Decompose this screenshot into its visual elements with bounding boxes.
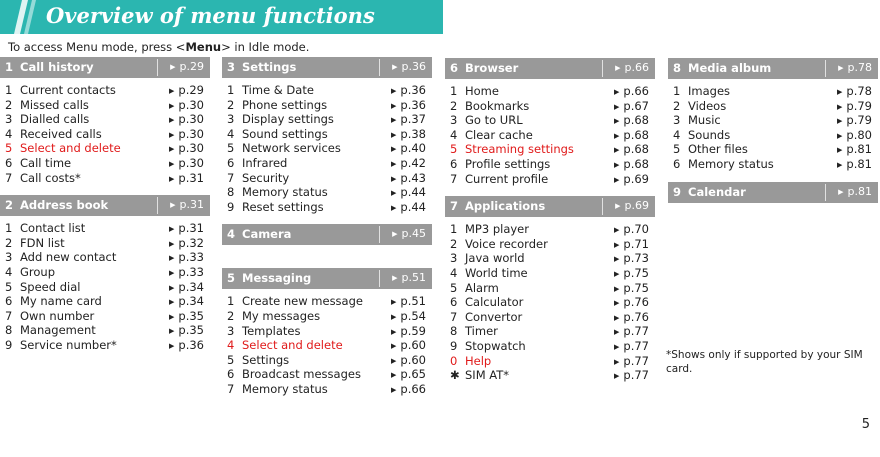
item-number: 9 [450,338,458,353]
item-number: 3 [673,113,681,128]
menu-item [0,98,210,113]
item-label: Other files [688,142,748,157]
section-name: Applications [465,199,546,214]
item-page-ref: ▶ p.35 [169,323,204,340]
menu-item [0,112,210,127]
item-label: Home [465,84,499,98]
item-number: 2 [5,97,13,112]
item-page-ref: ▶ p.31 [169,171,204,188]
item-page-ref: ▶ p.33 [169,265,204,282]
item-number: 3 [5,250,13,265]
divider [379,59,380,76]
item-label: Management [20,323,96,338]
item-number: 3 [5,112,13,127]
item-page-ref: ▶ p.79 [837,99,872,116]
menu-item [668,99,878,114]
item-number: 1 [673,84,681,98]
menu-item-list [0,221,210,352]
item-number: 8 [450,324,458,339]
item-number: 2 [450,236,458,251]
item-page-ref: ▶ p.30 [169,112,204,129]
item-number: 6 [450,156,458,171]
item-page-ref: ▶ p.29 [169,83,204,100]
menu-item [445,251,655,266]
item-label: Call costs* [20,170,81,185]
section-name: Media album [688,61,772,75]
item-number: 7 [227,381,235,396]
item-number: 6 [5,294,13,309]
menu-item-list [668,84,878,172]
section-page-ref: ▶ p.66 [615,61,649,74]
menu-item [0,236,210,251]
menu-item [445,281,655,296]
section-header [0,195,210,216]
menu-item [0,141,210,156]
section-number: 6 [450,61,459,75]
item-label: Security [242,170,290,185]
section-number: 2 [5,198,14,213]
item-label: Infrared [242,155,288,170]
item-page-ref: ▶ p.30 [169,98,204,115]
item-number: 2 [227,308,235,323]
section-header [445,58,655,79]
item-number: 5 [227,352,235,367]
item-label: MP3 player [465,222,529,237]
item-page-ref: ▶ p.59 [391,324,426,341]
item-number: 1 [227,83,235,97]
item-label: My messages [242,308,321,323]
menu-item [0,127,210,142]
item-page-ref: ▶ p.30 [169,156,204,173]
item-label: Videos [688,98,727,113]
item-number: 2 [673,98,681,113]
menu-item [222,156,432,171]
section-name: Address book [20,198,109,213]
item-number: 9 [227,199,235,214]
item-page-ref: ▶ p.70 [614,222,649,239]
item-label: World time [465,265,528,280]
item-page-ref: ▶ p.66 [614,84,649,101]
item-page-ref: ▶ p.81 [837,142,872,159]
menu-item [0,309,210,324]
item-page-ref: ▶ p.79 [837,113,872,130]
menu-item-list [222,83,432,214]
item-number: 6 [227,367,235,382]
menu-item [222,127,432,142]
item-number: 8 [5,323,13,338]
section-number: 5 [227,271,236,286]
menu-item [0,323,210,338]
item-page-ref: ▶ p.68 [614,142,649,159]
item-page-ref: ▶ p.77 [614,354,649,371]
divider [379,226,380,243]
item-label: Display settings [242,112,334,127]
item-label: Memory status [242,381,328,396]
item-page-ref: ▶ p.36 [391,98,426,115]
item-number: 8 [227,185,235,200]
menu-item [222,382,432,397]
item-label: Stopwatch [465,338,526,353]
menu-item [445,237,655,252]
item-label: Network services [242,141,341,156]
section-name: Browser [465,61,519,75]
menu-item [445,324,655,339]
item-number: 7 [5,308,13,323]
item-page-ref: ▶ p.76 [614,295,649,312]
item-number: 1 [227,294,235,309]
item-number: 4 [5,264,13,279]
item-page-ref: ▶ p.71 [614,237,649,254]
menu-item [0,280,210,295]
menu-item [222,294,432,309]
item-label: Contact list [20,221,86,236]
item-page-ref: ▶ p.37 [391,112,426,129]
menu-item [222,141,432,156]
item-number: 0 [450,353,458,368]
menu-item-list [222,294,432,396]
section-header [668,182,878,203]
menu-item [222,367,432,382]
menu-item [0,171,210,186]
menu-item [445,222,655,237]
menu-item [668,84,878,99]
section-header [445,196,655,217]
item-page-ref: ▶ p.66 [391,382,426,399]
item-page-ref: ▶ p.77 [614,339,649,356]
item-label: Group [20,264,56,279]
item-page-ref: ▶ p.34 [169,280,204,297]
item-label: Bookmarks [465,98,530,113]
item-label: Reset settings [242,199,324,214]
section-name: Calendar [688,184,746,199]
menu-item [445,84,655,99]
item-page-ref: ▶ p.54 [391,309,426,326]
item-page-ref: ▶ p.60 [391,338,426,355]
item-label: Help [465,353,492,368]
column-1 [0,57,210,363]
menu-item [222,200,432,215]
menu-item [0,250,210,265]
page-title: Overview of menu functions [46,3,375,28]
menu-item [222,185,432,200]
item-number: 7 [450,309,458,324]
banner-stripes-icon [14,0,40,34]
item-page-ref: ▶ p.78 [837,84,872,101]
menu-item [445,368,655,383]
menu-item [222,83,432,98]
item-label: Memory status [242,185,328,200]
item-label: Sounds [688,127,731,142]
item-label: Dialled calls [20,112,90,127]
item-number: 7 [5,170,13,185]
item-label: Alarm [465,280,499,295]
section-number: 4 [227,227,236,242]
item-page-ref: ▶ p.34 [169,294,204,311]
menu-item [445,295,655,310]
divider [379,270,380,287]
item-page-ref: ▶ p.35 [169,309,204,326]
section-header [668,58,878,79]
divider [825,184,826,201]
item-label: Select and delete [242,338,343,353]
item-label: Current contacts [20,83,116,97]
menu-item [668,128,878,143]
item-label: Templates [242,323,301,338]
section-page-ref: ▶ p.29 [170,60,204,73]
item-page-ref: ▶ p.68 [614,113,649,130]
section-header [222,224,432,245]
item-number: 6 [673,156,681,171]
item-label: Phone settings [242,97,328,112]
item-number: 4 [5,126,13,141]
menu-item [0,156,210,171]
section-name: Camera [242,227,292,242]
item-label: Convertor [465,309,523,324]
item-number: 9 [5,337,13,352]
menu-item-list [445,84,655,186]
item-page-ref: ▶ p.44 [391,185,426,202]
menu-item [668,113,878,128]
item-label: Call time [20,155,72,170]
menu-item [668,142,878,157]
item-page-ref: ▶ p.69 [614,172,649,189]
section-header [0,57,210,78]
item-label: Images [688,84,731,98]
menu-item [445,142,655,157]
menu-item [222,324,432,339]
column-3 [445,58,655,393]
item-page-ref: ▶ p.51 [391,294,426,311]
item-label: Service number* [20,337,117,352]
menu-item [668,157,878,172]
item-number: 1 [5,83,13,97]
item-number: 2 [450,98,458,113]
item-number: 4 [227,338,235,353]
divider [157,59,158,76]
intro-text: To access Menu mode, press <Menu> in Idle mode. [8,40,310,54]
menu-item [445,113,655,128]
item-number: 2 [5,235,13,250]
item-label: Received calls [20,126,102,141]
section-number: 1 [5,60,14,74]
divider [602,60,603,77]
item-number: 5 [450,142,458,157]
section-header [222,57,432,78]
item-label: Own number [20,308,95,323]
item-number: 4 [227,126,235,141]
section-page-ref: ▶ p.45 [392,227,426,240]
item-page-ref: ▶ p.73 [614,251,649,268]
item-page-ref: ▶ p.32 [169,236,204,253]
menu-item [445,128,655,143]
item-page-ref: ▶ p.30 [169,141,204,158]
item-label: Java world [465,251,525,266]
menu-item [445,99,655,114]
section-page-ref: ▶ p.69 [615,199,649,212]
item-page-ref: ▶ p.67 [614,99,649,116]
column-4 [668,58,878,218]
section-page-ref: ▶ p.36 [392,60,426,73]
item-label: Broadcast messages [242,367,361,382]
page-number: 5 [861,417,870,432]
menu-item [445,354,655,369]
item-label: Go to URL [465,113,523,128]
item-page-ref: ▶ p.77 [614,324,649,341]
menu-item-list [445,222,655,383]
section-number: 7 [450,199,459,214]
menu-item [0,338,210,353]
section-header [222,268,432,289]
menu-item [445,266,655,281]
menu-item [222,171,432,186]
menu-item [222,112,432,127]
section-number: 9 [673,184,682,199]
item-number: 4 [450,127,458,142]
item-number: 3 [227,112,235,127]
divider [157,197,158,214]
item-page-ref: ▶ p.30 [169,127,204,144]
item-number: 7 [227,170,235,185]
footnote: *Shows only if supported by your SIM card. [666,349,863,375]
section-page-ref: ▶ p.31 [170,198,204,211]
menu-key: Menu [185,40,222,54]
item-number: 3 [450,113,458,128]
menu-item-list [0,83,210,185]
menu-item [222,353,432,368]
item-label: Time & Date [242,83,314,97]
menu-item [0,265,210,280]
item-page-ref: ▶ p.77 [614,368,649,385]
item-label: Current profile [465,171,549,186]
item-number: 6 [227,155,235,170]
item-page-ref: ▶ p.60 [391,353,426,370]
item-page-ref: ▶ p.80 [837,128,872,145]
menu-item [445,157,655,172]
item-label: Voice recorder [465,236,548,251]
item-label: Calculator [465,295,524,310]
item-label: FDN list [20,235,65,250]
item-page-ref: ▶ p.42 [391,156,426,173]
item-label: Timer [465,324,498,339]
title-banner [0,0,443,34]
divider [825,60,826,77]
item-page-ref: ▶ p.75 [614,266,649,283]
item-label: Sound settings [242,126,328,141]
item-number: 4 [673,127,681,142]
item-page-ref: ▶ p.43 [391,171,426,188]
item-number: 4 [450,265,458,280]
item-label: Missed calls [20,97,89,112]
divider [602,198,603,215]
item-number: 5 [5,279,13,294]
item-number: 5 [5,141,13,156]
section-page-ref: ▶ p.78 [838,61,872,74]
menu-item [0,83,210,98]
item-number: ✱ [450,368,460,383]
section-spacer [668,208,878,218]
item-number: 1 [450,84,458,98]
item-page-ref: ▶ p.36 [391,83,426,100]
item-label: SIM AT* [465,368,510,383]
item-number: 1 [450,222,458,237]
item-page-ref: ▶ p.40 [391,141,426,158]
menu-item [0,294,210,309]
menu-item [445,172,655,187]
item-page-ref: ▶ p.76 [614,310,649,327]
item-label: Clear cache [465,127,533,142]
item-label: My name card [20,294,102,309]
item-page-ref: ▶ p.36 [169,338,204,355]
item-page-ref: ▶ p.31 [169,221,204,238]
item-number: 1 [5,221,13,236]
item-page-ref: ▶ p.65 [391,367,426,384]
section-number: 8 [673,61,682,75]
item-number: 5 [450,280,458,295]
item-number: 5 [673,142,681,157]
item-page-ref: ▶ p.81 [837,157,872,174]
section-name: Messaging [242,271,312,286]
menu-item [445,339,655,354]
item-page-ref: ▶ p.68 [614,157,649,174]
item-number: 5 [227,141,235,156]
section-number: 3 [227,60,236,74]
item-number: 6 [5,155,13,170]
section-name: Settings [242,60,297,74]
item-label: Create new message [242,294,363,309]
section-spacer [222,250,432,268]
item-number: 7 [450,171,458,186]
menu-item [222,338,432,353]
item-page-ref: ▶ p.75 [614,281,649,298]
item-label: Select and delete [20,141,121,156]
item-page-ref: ▶ p.44 [391,200,426,217]
item-page-ref: ▶ p.33 [169,250,204,267]
menu-item [445,310,655,325]
section-name: Call history [20,60,94,74]
menu-item [222,98,432,113]
item-number: 6 [450,295,458,310]
item-label: Add new contact [20,250,117,265]
column-2 [222,57,432,407]
item-number: 2 [227,97,235,112]
menu-item [222,309,432,324]
item-page-ref: ▶ p.38 [391,127,426,144]
item-label: Profile settings [465,156,551,171]
item-label: Memory status [688,156,774,171]
item-label: Streaming settings [465,142,574,157]
item-number: 3 [227,323,235,338]
menu-item [0,221,210,236]
item-label: Music [688,113,721,128]
section-page-ref: ▶ p.81 [838,185,872,198]
item-page-ref: ▶ p.68 [614,128,649,145]
item-number: 3 [450,251,458,266]
item-label: Settings [242,352,290,367]
section-page-ref: ▶ p.51 [392,271,426,284]
item-label: Speed dial [20,279,81,294]
